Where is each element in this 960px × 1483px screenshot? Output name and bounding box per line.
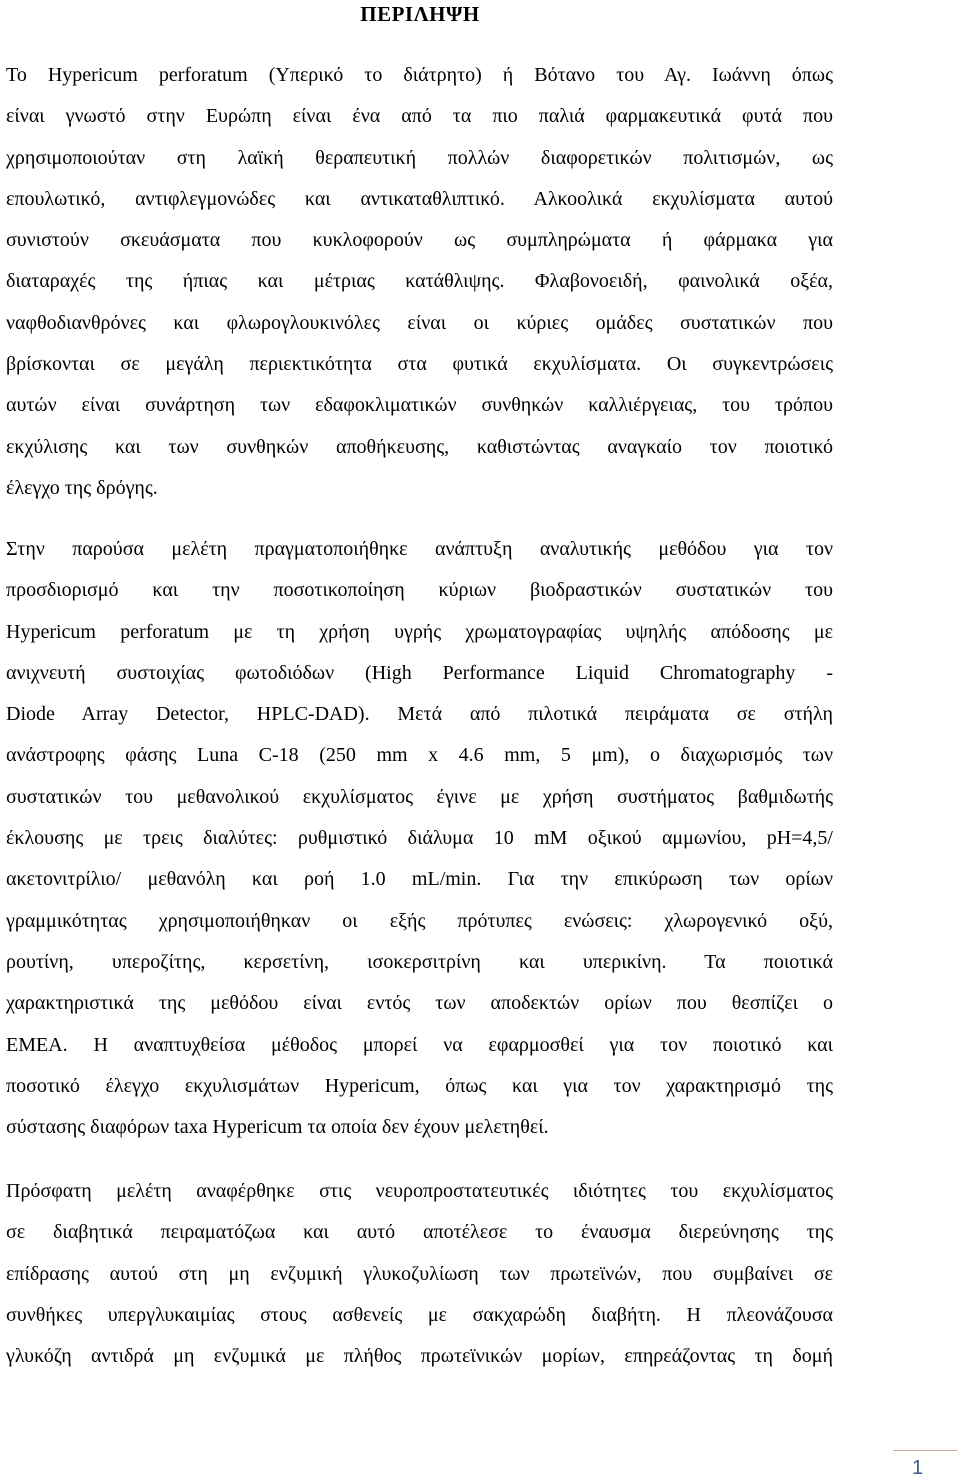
paragraph-line: ποσοτικό έλεγχο εκχυλισμάτων Hypericum, όπως και για τον χαρακτηρισμό της <box>6 1074 833 1097</box>
footer-rule <box>893 1450 957 1451</box>
paragraph-line: χρησιμοποιούταν στη λαϊκή θεραπευτική πολλών διαφορετικών πολιτισμών, ως <box>6 146 833 169</box>
paragraph-line: ανιχνευτή συστοιχίας φωτοδιόδων (High Performance Liquid Chromatography - <box>6 661 833 684</box>
paragraph-line: συνθήκες υπεργλυκαιμίας στους ασθενείς με σακχαρώδη διαβήτη. Η πλεονάζουσα <box>6 1303 833 1326</box>
page-number: 1 <box>912 1457 924 1479</box>
paragraph-line: ναφθοδιανθρόνες και φλωρογλουκινόλες είναι οι κύριες ομάδες συστατικών που <box>6 311 833 334</box>
paragraph-line: προσδιορισμό και την ποσοτικοποίηση κύριων βιοδραστικών συστατικών του <box>6 579 833 602</box>
paragraph-3 <box>6 1171 833 1377</box>
paragraph-line: σύστασης διαφόρων taxa Hypericum τα οποία δεν έχουν μελετηθεί. <box>6 1116 549 1139</box>
paragraph-line: βρίσκονται σε μεγάλη περιεκτικότητα στα φυτικά εκχυλίσματα. Οι συγκεντρώσεις <box>6 353 833 376</box>
paragraph-line: επίδρασης αυτού στη μη ενζυμική γλυκοζυλίωση των πρωτεϊνών, που συμβαίνει σε <box>6 1262 833 1285</box>
paragraph-line: επουλωτικό, αντιφλεγμονώδες και αντικαταθλιπτικό. Αλκοολικά εκχυλίσματα αυτού <box>6 187 833 210</box>
paragraph-line: Πρόσφατη μελέτη αναφέρθηκε στις νευροπροστατευτικές ιδιότητες του εκχυλίσματος <box>6 1180 833 1202</box>
paragraph-line: είναι γνωστό στην Ευρώπη είναι ένα από τα πιο παλιά φαρμακευτικά φυτά που <box>6 105 833 128</box>
paragraph-line: έλεγχο της δρόγης. <box>6 476 158 499</box>
paragraph-line: αυτών είναι συνάρτηση των εδαφοκλιματικών συνθηκών καλλιέργειας, του τρόπου <box>6 394 833 417</box>
paragraph-line: ακετονιτρίλιο/ μεθανόλη και ροή 1.0 mL/min. Για την επικύρωση των ορίων <box>6 868 833 891</box>
page-title: ΠΕΡΙΛΗΨΗ <box>360 2 480 26</box>
paragraph-line: γραμμικότητας χρησιμοποιήθηκαν οι εξής πρότυπες ενώσεις: χλωρογενικό οξύ, <box>6 909 833 932</box>
paragraph-line: ρουτίνη, υπεροζίτης, κερσετίνη, ισοκερσιτρίνη και υπερικίνη. Τα ποιοτικά <box>6 950 833 973</box>
paragraph-line: εκχύλισης και των συνθηκών αποθήκευσης, καθιστώντας αναγκαίο τον ποιοτικό <box>6 435 833 458</box>
paragraph-line: χαρακτηριστικά της μεθόδου είναι εντός των αποδεκτών ορίων που θεσπίζει ο <box>6 992 833 1015</box>
paragraph-line: ΕΜΕΑ. Η αναπτυχθείσα μέθοδος μπορεί να εφαρμοσθεί για τον ποιοτικό και <box>6 1033 833 1056</box>
paragraph-line: γλυκόζη αντιδρά μη ενζυμικά με πλήθος πρωτεϊνικών μορίων, επηρεάζοντας τη δομή <box>6 1345 833 1368</box>
paragraph-1 <box>6 55 833 509</box>
paragraph-line: Hypericum perforatum με τη χρήση υγρής χρωματογραφίας υψηλής απόδοσης με <box>6 620 833 643</box>
paragraph-line: έκλουσης με τρεις διαλύτες: ρυθμιστικό διάλυμα 10 mM οξικού αμμωνίου, pH=4,5/ <box>6 827 833 850</box>
paragraph-line: διαταραχές της ήπιας και μέτριας κατάθλιψης. Φλαβονοειδή, φαινολικά οξέα, <box>6 270 833 293</box>
paragraph-line: Diode Array Detector, HPLC-DAD). Μετά από πιλοτικά πειράματα σε στήλη <box>6 703 833 726</box>
paragraph-line: Το Hypericum perforatum (Υπερικό το διάτρητο) ή Βότανο του Αγ. Ιωάννη όπως <box>6 64 833 86</box>
paragraph-line: συστατικών του μεθανολικού εκχυλίσματος έγινε με χρήση συστήματος βαθμιδωτής <box>6 785 833 808</box>
paragraph-line: ανάστροφης φάσης Luna C-18 (250 mm x 4.6 mm, 5 μm), ο διαχωρισμός των <box>6 744 833 767</box>
paragraph-line: σε διαβητικά πειραματόζωα και αυτό αποτέλεσε το έναυσμα διερεύνησης της <box>6 1221 833 1244</box>
paragraph-line: Στην παρούσα μελέτη πραγματοποιήθηκε ανάπτυξη αναλυτικής μεθόδου για τον <box>6 538 833 560</box>
paragraph-line: συνιστούν σκευάσματα που κυκλοφορούν ως συμπληρώματα ή φάρμακα για <box>6 229 833 252</box>
paragraph-2 <box>6 529 833 1148</box>
